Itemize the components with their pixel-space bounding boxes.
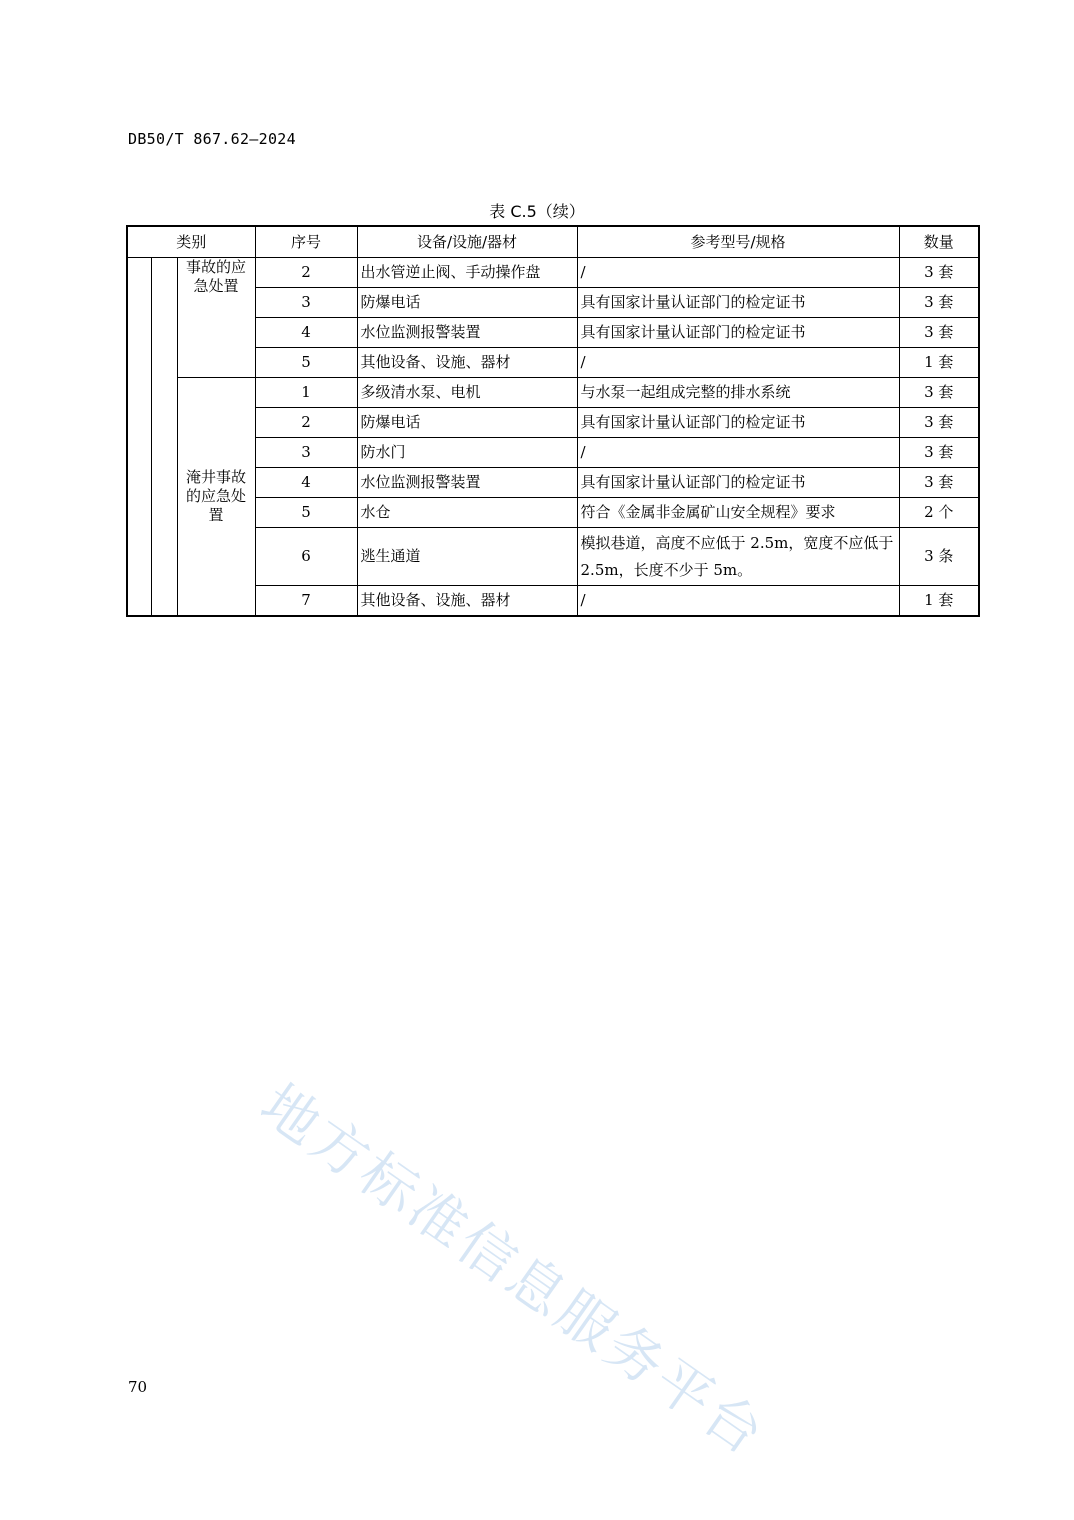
qty-cell: 3 套 <box>899 318 979 348</box>
equipment-cell: 防爆电话 <box>357 408 577 438</box>
table-row <box>127 528 979 586</box>
seq-cell: 3 <box>255 438 357 468</box>
equipment-cell: 其他设备、设施、器材 <box>357 586 577 617</box>
qty-cell: 2 个 <box>899 498 979 528</box>
spec-cell: / <box>577 586 899 617</box>
table-row <box>127 468 979 498</box>
header-spec: 参考型号/规格 <box>577 226 899 258</box>
spec-cell: / <box>577 258 899 288</box>
spec-cell: / <box>577 348 899 378</box>
equipment-cell: 逃生通道 <box>357 528 577 586</box>
spec-cell: / <box>577 438 899 468</box>
equipment-cell: 水位监测报警装置 <box>357 318 577 348</box>
qty-cell: 3 套 <box>899 408 979 438</box>
table-header-row <box>127 226 979 258</box>
table-row <box>127 498 979 528</box>
equipment-cell: 其他设备、设施、器材 <box>357 348 577 378</box>
table-title: 表 C.5（续） <box>489 202 585 221</box>
table-row <box>127 348 979 378</box>
document-code: DB50/T 867.62—2024 <box>128 130 296 148</box>
spec-cell: 具有国家计量认证部门的检定证书 <box>577 408 899 438</box>
qty-cell: 3 套 <box>899 288 979 318</box>
table-row <box>127 586 979 617</box>
watermark: 地方标准信息服务平台 <box>248 1072 778 1470</box>
category-level2-cell <box>151 258 177 617</box>
spec-cell: 与水泵一起组成完整的排水系统 <box>577 378 899 408</box>
table-row <box>127 438 979 468</box>
seq-cell: 5 <box>255 348 357 378</box>
equipment-cell: 防水门 <box>357 438 577 468</box>
table-row <box>127 378 979 408</box>
equipment-cell: 多级清水泵、电机 <box>357 378 577 408</box>
table-row <box>127 258 979 288</box>
qty-cell: 3 套 <box>899 438 979 468</box>
header-seq: 序号 <box>255 226 357 258</box>
equipment-cell: 水仓 <box>357 498 577 528</box>
seq-cell: 3 <box>255 288 357 318</box>
qty-cell: 3 套 <box>899 378 979 408</box>
page-number: 70 <box>128 1378 148 1396</box>
equipment-cell: 水位监测报警装置 <box>357 468 577 498</box>
equipment-table <box>126 225 980 617</box>
spec-cell: 具有国家计量认证部门的检定证书 <box>577 288 899 318</box>
equipment-cell: 防爆电话 <box>357 288 577 318</box>
qty-cell: 1 套 <box>899 586 979 617</box>
seq-cell: 4 <box>255 468 357 498</box>
header-qty: 数量 <box>899 226 979 258</box>
seq-cell: 5 <box>255 498 357 528</box>
spec-cell: 具有国家计量认证部门的检定证书 <box>577 318 899 348</box>
seq-cell: 2 <box>255 258 357 288</box>
qty-cell: 3 条 <box>899 528 979 586</box>
spec-cell: 模拟巷道，高度不应低于 2.5m，宽度不应低于 2.5m，长度不少于 5m。 <box>577 528 899 586</box>
seq-cell: 4 <box>255 318 357 348</box>
table-row <box>127 408 979 438</box>
spec-cell: 具有国家计量认证部门的检定证书 <box>577 468 899 498</box>
qty-cell: 3 套 <box>899 258 979 288</box>
header-category: 类别 <box>127 226 255 258</box>
seq-cell: 6 <box>255 528 357 586</box>
category-cell: 淹井事故的应急处置 <box>177 378 255 617</box>
qty-cell: 1 套 <box>899 348 979 378</box>
table-row <box>127 288 979 318</box>
seq-cell: 1 <box>255 378 357 408</box>
header-equipment: 设备/设施/器材 <box>357 226 577 258</box>
category-cell: 事故的应急处置 <box>177 258 255 378</box>
spec-cell: 符合《金属非金属矿山安全规程》要求 <box>577 498 899 528</box>
category-level1-cell <box>127 258 151 617</box>
seq-cell: 2 <box>255 408 357 438</box>
seq-cell: 7 <box>255 586 357 617</box>
qty-cell: 3 套 <box>899 468 979 498</box>
table-row <box>127 318 979 348</box>
equipment-cell: 出水管逆止阀、手动操作盘 <box>357 258 577 288</box>
